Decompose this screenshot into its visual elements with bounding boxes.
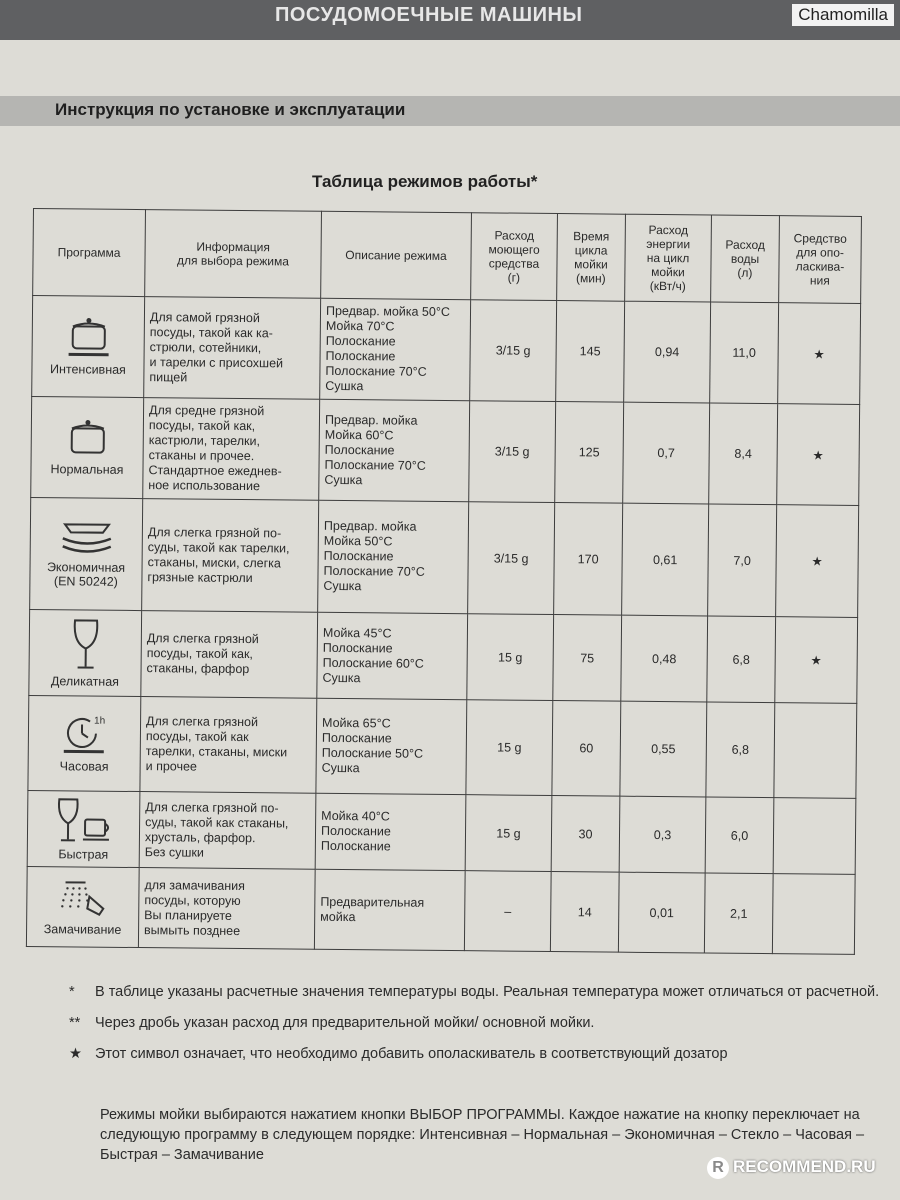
pot-icon <box>65 418 109 458</box>
column-header: Расход моющего средства (г) <box>471 213 558 301</box>
rinse-aid-cell <box>774 703 857 799</box>
program-name: Быстрая <box>58 846 109 862</box>
rinse-aid-star: ★ <box>776 505 859 618</box>
logo-text: RECOMMEND.RU <box>733 1157 876 1176</box>
header-title: ПОСУДОМОЕЧНЫЕ МАШИНЫ <box>275 4 583 26</box>
footnote-text: В таблице указаны расчетные значения температуры воды. Реальная температура может отличаться от расчетной. <box>95 984 880 1000</box>
description-cell: Мойка 45°С Полоскание Полоскание 60°С Сушка <box>317 612 468 699</box>
info-cell: для замачивания посуды, которую Вы планируете вымыть позднее <box>138 868 315 950</box>
info-cell: Для слегка грязной посуды, такой как тарелки, стаканы, миски и прочее <box>140 697 317 794</box>
modes-table-wrap <box>26 208 862 955</box>
footnote <box>69 1044 885 1065</box>
time-cell: 60 <box>552 701 621 797</box>
program-cell <box>32 296 145 398</box>
modes-table <box>26 208 862 955</box>
program-name: Деликатная <box>50 673 120 689</box>
energy-cell: 0,7 <box>623 402 710 504</box>
description-cell: Предварительная мойка <box>314 869 465 950</box>
detergent-cell: 3/15 g <box>468 502 555 615</box>
program-cell <box>30 497 143 610</box>
footnote-text: Этот символ означает, что необходимо добавить ополаскиватель в соответствующий дозатор <box>95 1046 728 1062</box>
footnote <box>69 982 885 1003</box>
rinse-aid-cell <box>773 798 856 875</box>
watermark-label: Chamomilla <box>792 4 894 26</box>
info-cell: Для самой грязной посуды, такой как ка- стрюли, сотейники, и тарелки с присохшей пищей <box>144 297 321 400</box>
program-name: Замачивание <box>43 921 122 937</box>
rinse-aid-star: ★ <box>777 404 860 506</box>
water-cell: 6,8 <box>707 616 776 703</box>
detergent-cell: 15 g <box>467 614 554 701</box>
rinse-aid-star: ★ <box>775 617 858 704</box>
energy-cell: 0,01 <box>618 872 705 953</box>
water-cell: 11,0 <box>710 302 779 404</box>
description-cell: Предвар. мойка 50°С Мойка 70°С Полоскание Полоскание Полоскание 70°С Сушка <box>320 298 471 400</box>
program-name: Часовая <box>59 759 109 774</box>
column-header: Время цикла мойки (мин) <box>557 214 626 302</box>
time-cell: 125 <box>555 402 624 504</box>
description-cell: Предвар. мойка Мойка 60°С Полоскание Полоскание 70°С Сушка <box>319 399 470 501</box>
description-cell: Мойка 65°С Полоскание Полоскание 50°С Сушка <box>316 698 467 794</box>
footnotes <box>69 982 885 1075</box>
program-cell <box>26 866 139 947</box>
footnote <box>69 1013 885 1034</box>
program-name: Интенсивная <box>49 362 126 377</box>
detergent-cell: 15 g <box>465 795 552 872</box>
program-cell <box>27 790 140 867</box>
info-cell: Для слегка грязной по- суды, такой как тарелки, стаканы, миски, слегка грязные кастрюли <box>142 499 319 613</box>
footnote-mark: ** <box>69 1015 81 1031</box>
column-header: Описание режима <box>321 211 472 299</box>
glass-cup-icon <box>54 797 112 844</box>
description-cell: Предвар. мойка Мойка 50°С Полоскание Полоскание 70°С Сушка <box>318 500 469 613</box>
time-cell: 30 <box>551 796 620 873</box>
program-cell <box>31 396 144 498</box>
logo-mark: R <box>707 1157 729 1179</box>
section-subtitle: Инструкция по установке и эксплуатации <box>55 100 406 119</box>
water-cell: 6,0 <box>705 797 774 874</box>
detergent-cell: 3/15 g <box>470 300 557 402</box>
energy-cell: 0,55 <box>620 701 707 797</box>
detergent-cell: – <box>464 871 551 952</box>
pot-icon <box>66 316 110 358</box>
water-cell: 8,4 <box>709 403 778 505</box>
water-cell: 6,8 <box>706 702 775 798</box>
program-order-text: Режимы мойки выбираются нажатием кнопки ВЫБОР ПРОГРАММЫ. Каждое нажатие на кнопку переключает на следующую программу в следующем порядке: Интенсивная – Нормальная – Экономичная – Стекло – Часовая – Быстрая – Замачивание <box>100 1107 865 1163</box>
info-cell: Для средне грязной посуды, такой как, кастрюли, тарелки, стаканы и прочее. Стандартное ежеднев- ное использование <box>143 398 320 501</box>
column-header: Расход энергии на цикл мойки (кВт/ч) <box>625 214 712 302</box>
one-hour-label: 1h <box>93 715 105 727</box>
table-header-row <box>33 209 862 304</box>
clock-plate-icon <box>59 713 109 755</box>
time-cell: 170 <box>554 503 623 616</box>
rinse-aid-star: ★ <box>778 303 861 405</box>
recommend-logo <box>707 1157 876 1179</box>
program-name: Экономичная (EN 50242) <box>46 559 126 589</box>
time-cell: 14 <box>550 872 619 953</box>
star-icon: ★ <box>69 1046 82 1062</box>
column-header: Расход воды (л) <box>711 215 780 303</box>
footnote-text: Через дробь указан расход для предварительной мойки/ основной мойки. <box>95 1015 595 1031</box>
table-row <box>26 866 855 954</box>
detergent-cell: 3/15 g <box>469 401 556 503</box>
footnote-mark: * <box>69 984 75 1000</box>
program-cell <box>28 695 141 791</box>
info-cell: Для слегка грязной по- суды, такой как стаканы, хрусталь, фарфор. Без сушки <box>139 792 316 870</box>
description-cell: Мойка 40°С Полоскание Полоскание <box>315 793 466 870</box>
water-cell: 2,1 <box>704 873 773 954</box>
energy-cell: 0,48 <box>621 615 708 702</box>
table-row <box>32 296 861 405</box>
info-cell: Для слегка грязной посуды, такой как, стаканы, фарфор <box>141 611 318 699</box>
energy-cell: 0,61 <box>622 503 709 616</box>
table-row <box>28 695 857 798</box>
program-cell <box>29 609 142 696</box>
table-title: Таблица режимов работы* <box>312 172 538 191</box>
energy-cell: 0,3 <box>619 796 706 873</box>
water-cell: 7,0 <box>708 504 777 617</box>
program-name: Нормальная <box>50 462 124 477</box>
time-cell: 145 <box>556 301 625 403</box>
table-row <box>31 396 860 505</box>
rinse-aid-cell <box>772 874 855 955</box>
column-header: Средство для опо- ласкива- ния <box>779 216 862 304</box>
table-row <box>29 609 858 703</box>
energy-cell: 0,94 <box>624 301 711 403</box>
column-header: Информация для выбора режима <box>145 210 322 299</box>
wine-glass-icon <box>70 618 100 670</box>
detergent-cell: 15 g <box>466 700 553 796</box>
time-cell: 75 <box>553 615 622 702</box>
table-row <box>30 497 859 617</box>
plates-icon <box>58 520 114 557</box>
table-row <box>27 790 856 874</box>
top-banner <box>0 0 900 40</box>
column-header: Программа <box>33 209 146 297</box>
shower-icon <box>55 878 111 919</box>
